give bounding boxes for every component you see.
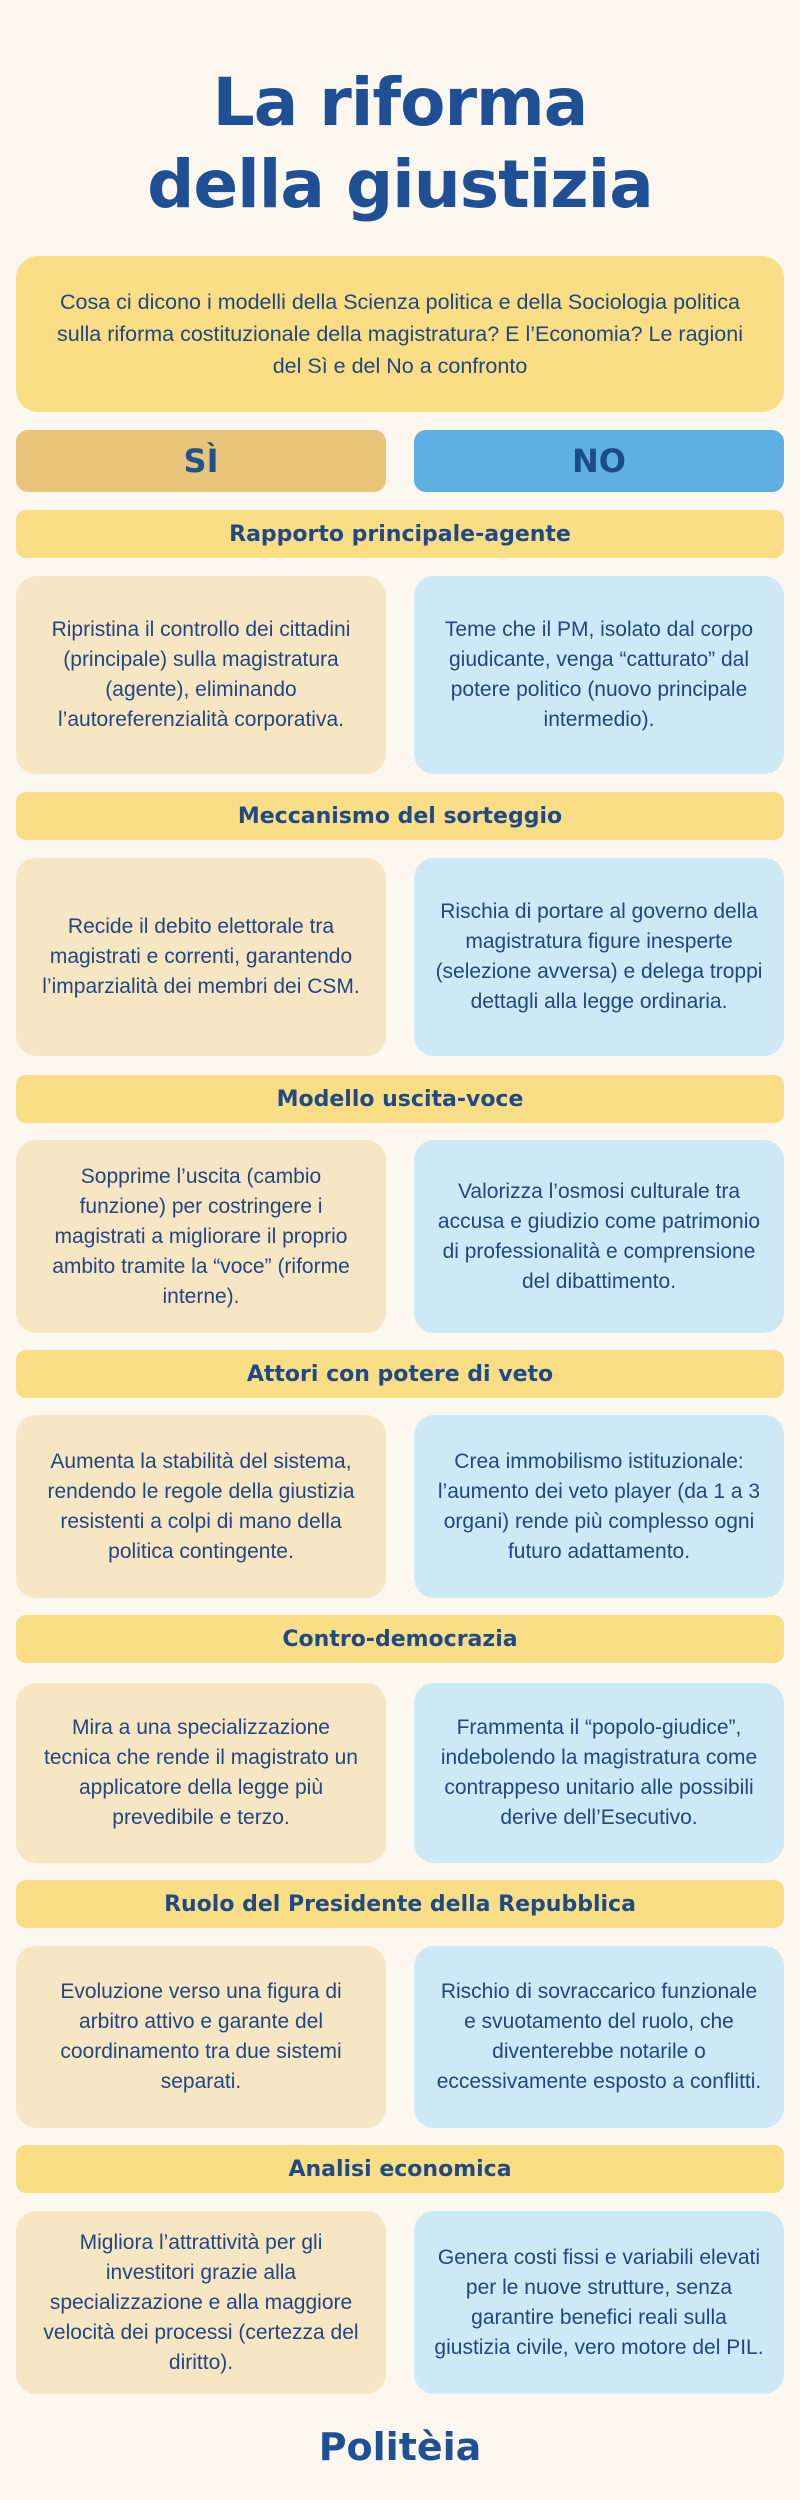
- si-card-text: Migliora l’attrattività per gli investitori grazie alla specializzazione e alla maggiore velocità dei processi (certezza del diritto).: [43, 2230, 359, 2374]
- no-card-text: Frammenta il “popolo-giudice”, indebolendo la magistratura come contrappeso unitario alle possibili derive dell’Esecutivo.: [440, 1716, 758, 1829]
- section-title: Ruolo del Presidente della Repubblica: [16, 1880, 784, 1928]
- section-title: Analisi economica: [16, 2145, 784, 2193]
- si-card-text: Mira a una specializzazione tecnica che rende il magistrato un applicatore della legge più prevedibile e terzo.: [43, 1716, 358, 1829]
- si-card-text: Sopprime l’uscita (cambio funzione) per costringere i magistrati a migliorare il proprio ambito tramite la “voce” (riforme interne).: [52, 1164, 350, 1308]
- no-card: [414, 858, 784, 1056]
- si-card-text: Recide il debito elettorale tra magistrati e correnti, garantendo l’imparzialità dei membri dei CSM.: [42, 915, 360, 998]
- section-title: Rapporto principale-agente: [16, 510, 784, 558]
- politeia-logo: Politèia: [318, 2425, 482, 2469]
- intro-box: [16, 256, 784, 412]
- si-card: [16, 1946, 386, 2128]
- title-line-2: della giustizia: [147, 146, 653, 223]
- page-title: [0, 62, 800, 226]
- section-title: Contro-democrazia: [16, 1615, 784, 1663]
- si-card: [16, 1683, 386, 1863]
- no-card-text: Crea immobilismo istituzionale: l’aumento dei veto player (da 1 a 3 organi) rende più complesso ogni futuro adattamento.: [437, 1449, 761, 1563]
- no-card-text: Rischia di portare al governo della magistratura figure inesperte (selezione avversa) e delega troppi dettagli alla legge ordinaria.: [435, 900, 763, 1013]
- column-header-no: NO: [414, 430, 784, 492]
- no-card: [414, 1683, 784, 1863]
- si-card-text: Evoluzione verso una figura di arbitro attivo e garante del coordinamento tra due sistemi separati.: [60, 1980, 342, 2093]
- section-title: Attori con potere di veto: [16, 1350, 784, 1398]
- no-card-text: Rischio di sovraccarico funzionale e svuotamento del ruolo, che diventerebbe notarile o eccessivamente esposto a conflitti.: [436, 1980, 762, 2093]
- no-card: [414, 1946, 784, 2128]
- section-title: Meccanismo del sorteggio: [16, 792, 784, 840]
- si-card: [16, 2211, 386, 2394]
- si-card-text: Aumenta la stabilità del sistema, rendendo le regole della giustizia resistenti a colpi di mano della politica contingente.: [47, 1449, 355, 1563]
- title-line-1: La riforma: [212, 64, 588, 141]
- no-card: [414, 1415, 784, 1598]
- no-card: [414, 576, 784, 774]
- no-card: [414, 1140, 784, 1333]
- si-card-text: Ripristina il controllo dei cittadini (principale) sulla magistratura (agente), eliminando l’autoreferenzialità corporativa.: [51, 618, 351, 731]
- si-card: [16, 576, 386, 774]
- no-card-text: Genera costi fissi e variabili elevati per le nuove strutture, senza garantire benefici reali sulla giustizia civile, vero motore del PIL.: [434, 2245, 764, 2359]
- no-card-text: Teme che il PM, isolato dal corpo giudicante, venga “catturato” dal potere politico (nuovo principale intermedio).: [444, 618, 754, 731]
- no-card: [414, 2211, 784, 2394]
- no-card-text: Valorizza l’osmosi culturale tra accusa e giudizio come patrimonio di professionalità e comprensione del dibattimento.: [437, 1179, 761, 1293]
- section-title: Modello uscita-voce: [16, 1075, 784, 1123]
- si-card: [16, 1415, 386, 1598]
- si-card: [16, 1140, 386, 1333]
- si-card: [16, 858, 386, 1056]
- column-header-si: SÌ: [16, 430, 386, 492]
- intro-text: Cosa ci dicono i modelli della Scienza politica e della Sociologia politica sulla riforma costituzionale della magistratura? E l’Economia? Le ragioni del Sì e del No a confronto: [57, 290, 743, 378]
